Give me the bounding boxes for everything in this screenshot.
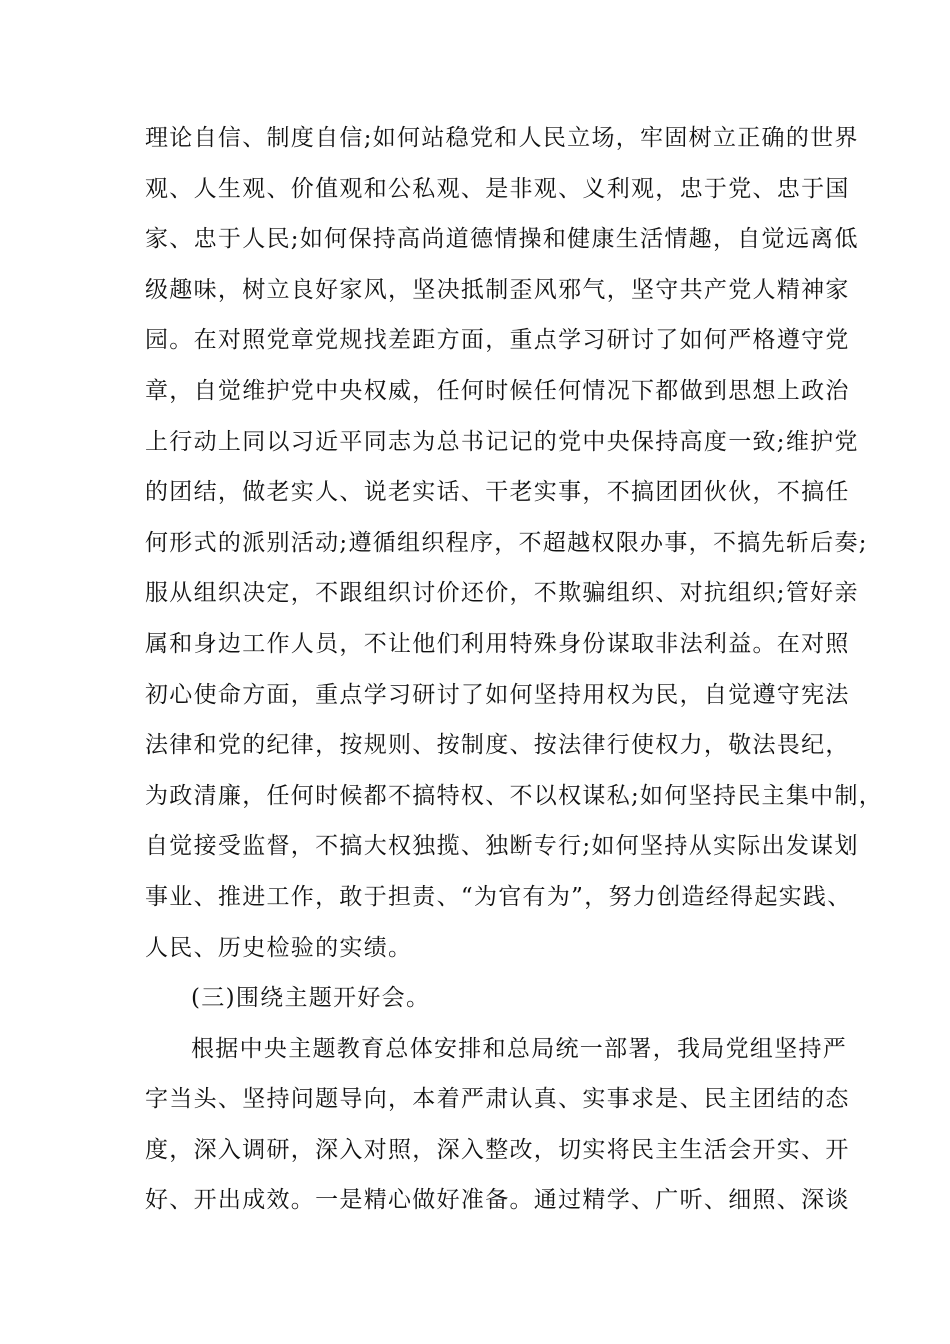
- document-body: [145, 118, 884, 1231]
- text-line: 初心使命方面，重点学习研讨了如何坚持用权为民，自觉遵守宪法: [145, 681, 850, 708]
- text-line: 人民、历史检验的实绩。: [145, 934, 413, 961]
- text-line: 自觉接受监督，不搞大权独揽、独断专行;如何坚持从实际出发谋划: [145, 833, 859, 860]
- text-line: 事业、推进工作，敢于担责、“为官有为”，努力创造经得起实践、: [145, 883, 852, 910]
- text-line: 上行动上同以习近平同志为总书记记的党中央保持高度一致;维护党: [145, 428, 859, 455]
- text-line: 字当头、坚持问题导向，本着严肃认真、实事求是、民主团结的态: [145, 1086, 850, 1113]
- text-line: 法律和党的纪律，按规则、按制度、按法律行使权力，敬法畏纪，: [145, 732, 850, 759]
- section-heading: (三)围绕主题开好会。: [191, 985, 431, 1012]
- text-line: 属和身边工作人员，不让他们利用特殊身份谋取非法利益。在对照: [145, 630, 850, 657]
- text-line: 园。在对照党章党规找差距方面，重点学习研讨了如何严格遵守党: [145, 327, 850, 354]
- text-line: 服从组织决定，不跟组织讨价还价，不欺骗组织、对抗组织;管好亲: [145, 580, 859, 607]
- text-line: 级趣味，树立良好家风，坚决抵制歪风邪气，坚守共产党人精神家: [145, 276, 850, 303]
- text-line: 度，深入调研，深入对照，深入整改，切实将民主生活会开实、开: [145, 1136, 850, 1163]
- text-line: 的团结，做老实人、说老实话、干老实事，不搞团团伙伙，不搞任: [145, 479, 850, 506]
- text-line: 理论自信、制度自信;如何站稳党和人民立场，牢固树立正确的世界: [145, 125, 859, 151]
- text-line: 观、人生观、价值观和公私观、是非观、义利观，忠于党、忠于国: [145, 175, 850, 202]
- text-line: 好、开出成效。一是精心做好准备。通过精学、广听、细照、深谈: [145, 1187, 850, 1214]
- paragraph-start-line: 根据中央主题教育总体安排和总局统一部署，我局党组坚持严: [191, 1035, 848, 1062]
- text-line: 家、忠于人民;如何保持高尚道德情操和健康生活情趣，自觉远离低: [145, 226, 859, 253]
- text-line: 何形式的派别活动;遵循组织程序，不超越权限办事，不搞先斩后奏;: [145, 529, 868, 556]
- text-line: 章，自觉维护党中央权威，任何时候任何情况下都做到思想上政治: [145, 377, 850, 404]
- text-line: 为政清廉，任何时候都不搞特权、不以权谋私;如何坚持民主集中制，: [145, 782, 884, 809]
